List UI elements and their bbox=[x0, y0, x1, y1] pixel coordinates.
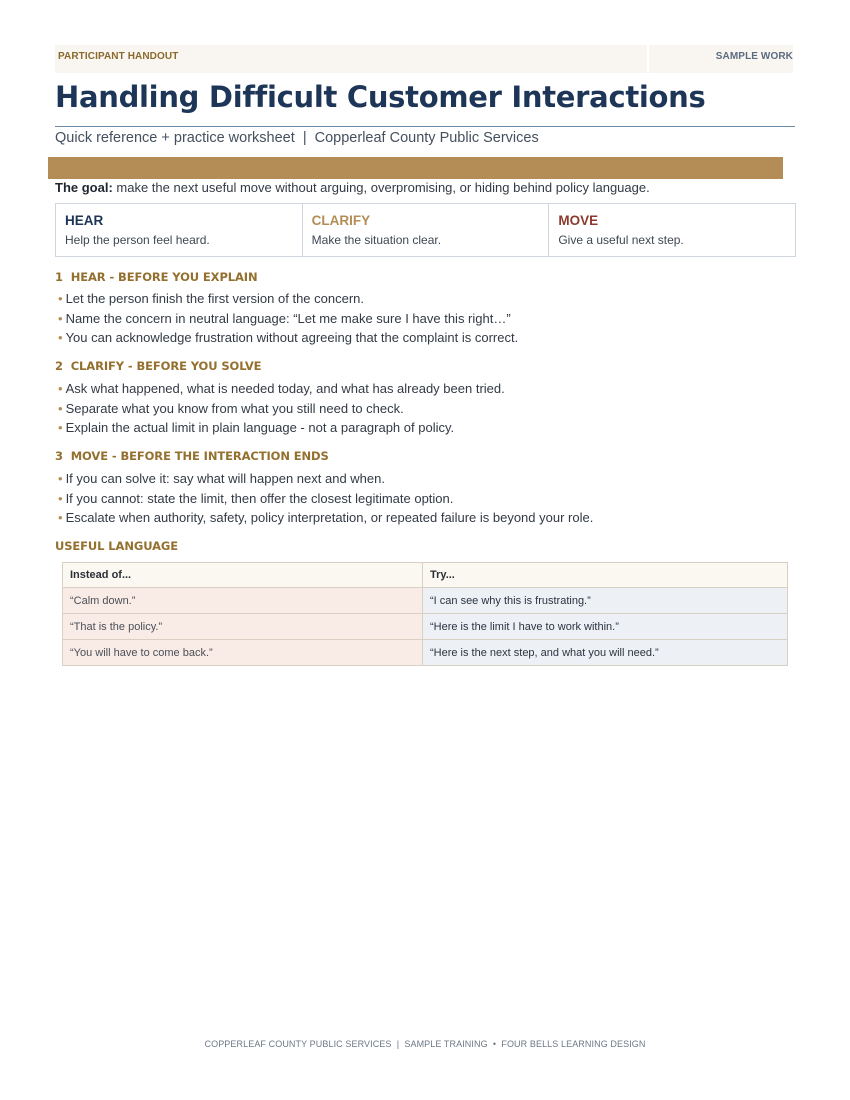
step-move-desc: Give a useful next step. bbox=[558, 233, 684, 247]
page-subtitle: Quick reference + practice worksheet | Copperleaf County Public Services bbox=[55, 130, 539, 146]
step-hear-name: HEAR bbox=[65, 213, 104, 228]
bullet-icon: • bbox=[58, 420, 63, 435]
hear-clarify-move-panel bbox=[55, 203, 796, 257]
try-cell: “Here is the next step, and what you will need.” bbox=[423, 640, 788, 666]
bullet-icon: • bbox=[58, 490, 63, 506]
section-hear-heading: 1 HEAR - BEFORE YOU EXPLAIN bbox=[55, 270, 258, 284]
step-hear bbox=[56, 204, 303, 256]
useful-language-heading: USEFUL LANGUAGE bbox=[55, 539, 178, 553]
list-item: • If you can solve it: say what will happen next and when. bbox=[58, 471, 385, 486]
instead-cell: “Calm down.” bbox=[63, 588, 423, 614]
step-move-name: MOVE bbox=[558, 213, 599, 228]
try-cell: “I can see why this is frustrating.” bbox=[423, 588, 788, 614]
bullet-icon: • bbox=[58, 381, 63, 396]
section-move-list bbox=[58, 471, 593, 530]
bullet-icon: • bbox=[58, 400, 63, 416]
accent-bar bbox=[48, 157, 783, 179]
list-item: • Ask what happened, what is needed today, and what has already been tried. bbox=[58, 381, 505, 396]
title-divider bbox=[55, 126, 795, 127]
useful-language-table bbox=[62, 562, 788, 666]
instead-cell: “You will have to come back.” bbox=[63, 640, 423, 666]
bullet-icon: • bbox=[58, 330, 63, 345]
bullet-icon: • bbox=[58, 510, 63, 525]
page-title: Handling Difficult Customer Interactions bbox=[55, 80, 706, 114]
bullet-icon: • bbox=[58, 310, 63, 326]
column-header-instead: Instead of... bbox=[63, 563, 423, 588]
goal-text: make the next useful move without arguing, overpromising, or hiding behind policy language. bbox=[112, 180, 650, 195]
table-row bbox=[63, 640, 788, 666]
table-header-row bbox=[63, 563, 788, 588]
handout-label: PARTICIPANT HANDOUT bbox=[55, 45, 647, 73]
list-item: • Name the concern in neutral language: “Let me make sure I have this right…” bbox=[58, 310, 511, 326]
step-clarify bbox=[303, 204, 550, 256]
top-banner bbox=[55, 45, 793, 73]
list-item: • If you cannot: state the limit, then offer the closest legitimate option. bbox=[58, 490, 454, 506]
section-move-heading: 3 MOVE - BEFORE THE INTERACTION ENDS bbox=[55, 449, 329, 463]
list-item: • Separate what you know from what you still need to check. bbox=[58, 400, 404, 416]
bullet-icon: • bbox=[58, 471, 63, 486]
table-row bbox=[63, 588, 788, 614]
step-clarify-desc: Make the situation clear. bbox=[311, 233, 442, 247]
bullet-icon: • bbox=[58, 291, 63, 306]
sample-work-label: SAMPLE WORK bbox=[649, 45, 793, 73]
step-hear-desc: Help the person feel heard. bbox=[65, 233, 210, 247]
section-hear-list bbox=[58, 291, 518, 350]
try-cell: “Here is the limit I have to work within.” bbox=[423, 614, 788, 640]
list-item: • Explain the actual limit in plain language - not a paragraph of policy. bbox=[58, 420, 455, 435]
list-item: • Escalate when authority, safety, policy interpretation, or repeated failure is beyond your role. bbox=[58, 510, 594, 525]
step-clarify-name: CLARIFY bbox=[311, 213, 371, 228]
section-clarify-heading: 2 CLARIFY - BEFORE YOU SOLVE bbox=[55, 359, 262, 373]
list-item: • Let the person finish the first version of the concern. bbox=[58, 291, 365, 306]
page-footer: COPPERLEAF COUNTY PUBLIC SERVICES | SAMPLE TRAINING • FOUR BELLS LEARNING DESIGN bbox=[204, 1039, 646, 1049]
table-row bbox=[63, 614, 788, 640]
list-item: • You can acknowledge frustration without agreeing that the complaint is correct. bbox=[58, 330, 519, 345]
step-move bbox=[549, 204, 795, 256]
instead-cell: “That is the policy.” bbox=[63, 614, 423, 640]
column-header-try: Try... bbox=[423, 563, 788, 588]
goal-statement bbox=[55, 180, 650, 195]
goal-label: The goal: bbox=[55, 180, 113, 195]
section-clarify-list bbox=[58, 381, 505, 440]
